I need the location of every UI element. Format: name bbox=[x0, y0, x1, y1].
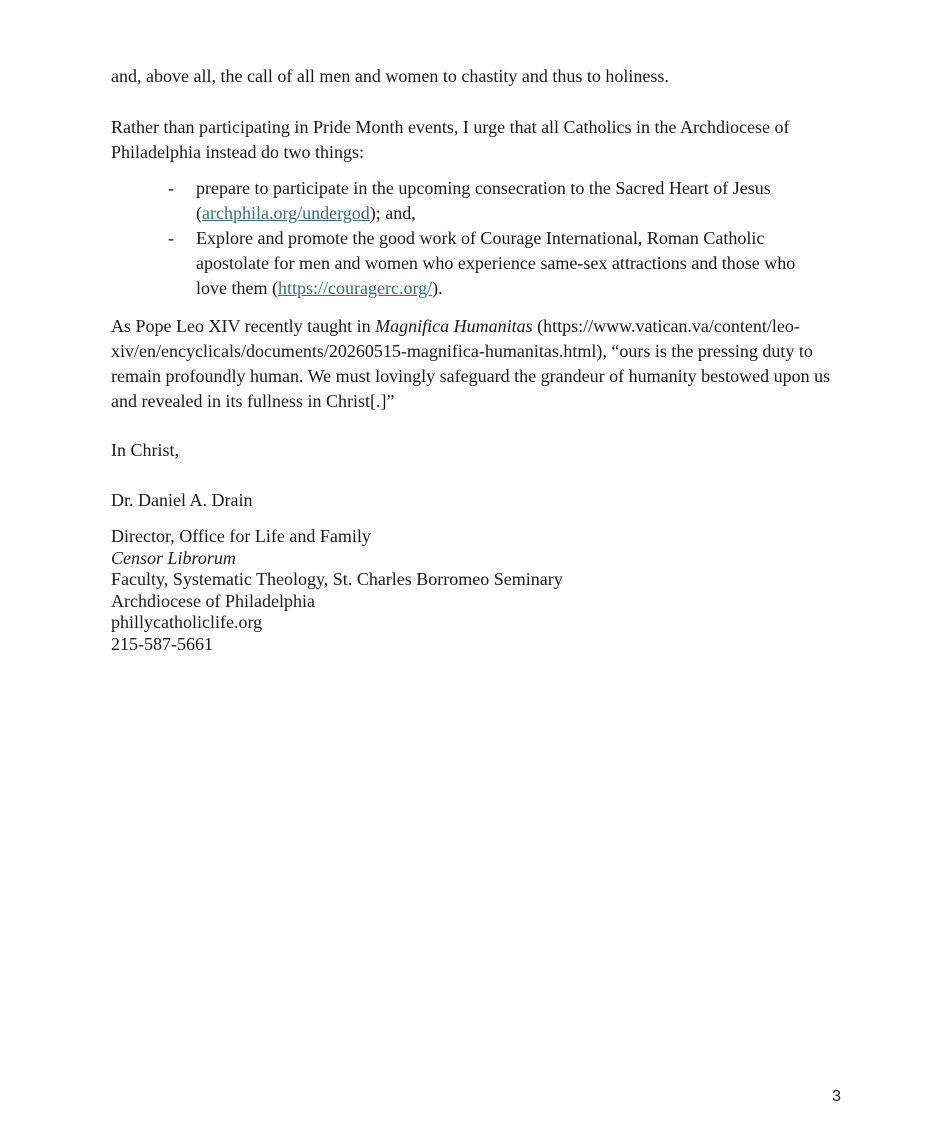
signer-phone: 215-587-5661 bbox=[111, 633, 213, 654]
closing-salutation: In Christ, bbox=[111, 440, 180, 460]
paragraph-text: (https://www.vatican.va/content/leo-xiv/en/encyclicals/documents/20260515-magnifica-humanitas.html), “ours is the pressing duty to remain profoundly human. We must lovingly safeguard the grandeur of humanity bestowed upon us and revealed in its fullness in Christ[.]” bbox=[111, 316, 831, 411]
paragraph-magnifica-humanitas bbox=[111, 314, 846, 414]
list-item-text: Explore and promote the good work of Courage International, Roman Catholic apostolate for men and women who experience same-sex attractions and those who love them ( bbox=[196, 228, 796, 298]
signer-title: Director, Office for Life and Family bbox=[111, 526, 371, 546]
list-item-text: ); and, bbox=[369, 203, 416, 223]
signer-role: Censor Librorum bbox=[111, 547, 236, 568]
list-item bbox=[168, 226, 828, 301]
couragerc-link[interactable]: https://couragerc.org/ bbox=[277, 278, 433, 298]
paragraph-text: As Pope Leo XIV recently taught in bbox=[111, 316, 376, 336]
list-dash: - bbox=[168, 228, 174, 248]
list-dash: - bbox=[168, 178, 174, 198]
action-list bbox=[168, 176, 828, 301]
list-item-text: prepare to participate in the upcoming consecration to the Sacred Heart of Jesus ( bbox=[196, 178, 771, 223]
list-item-text: ). bbox=[432, 278, 443, 298]
page-number: 3 bbox=[832, 1088, 841, 1105]
signer-name: Dr. Daniel A. Drain bbox=[111, 490, 253, 510]
signer-organization: Archdiocese of Philadelphia bbox=[111, 590, 315, 611]
encyclical-title: Magnifica Humanitas bbox=[375, 316, 533, 336]
archphila-link[interactable]: archphila.org/undergod bbox=[202, 203, 370, 223]
paragraph-pride-month: Rather than participating in Pride Month events, I urge that all Catholics in the Archdiocese of Philadelphia instead do two things: bbox=[111, 117, 790, 162]
list-item bbox=[168, 176, 828, 226]
signature-block bbox=[111, 526, 811, 655]
signer-website: phillycatholiclife.org bbox=[111, 612, 263, 632]
signer-faculty: Faculty, Systematic Theology, St. Charles Borromeo Seminary bbox=[111, 569, 563, 589]
paragraph-chastity: and, above all, the call of all men and women to chastity and thus to holiness. bbox=[111, 66, 669, 86]
